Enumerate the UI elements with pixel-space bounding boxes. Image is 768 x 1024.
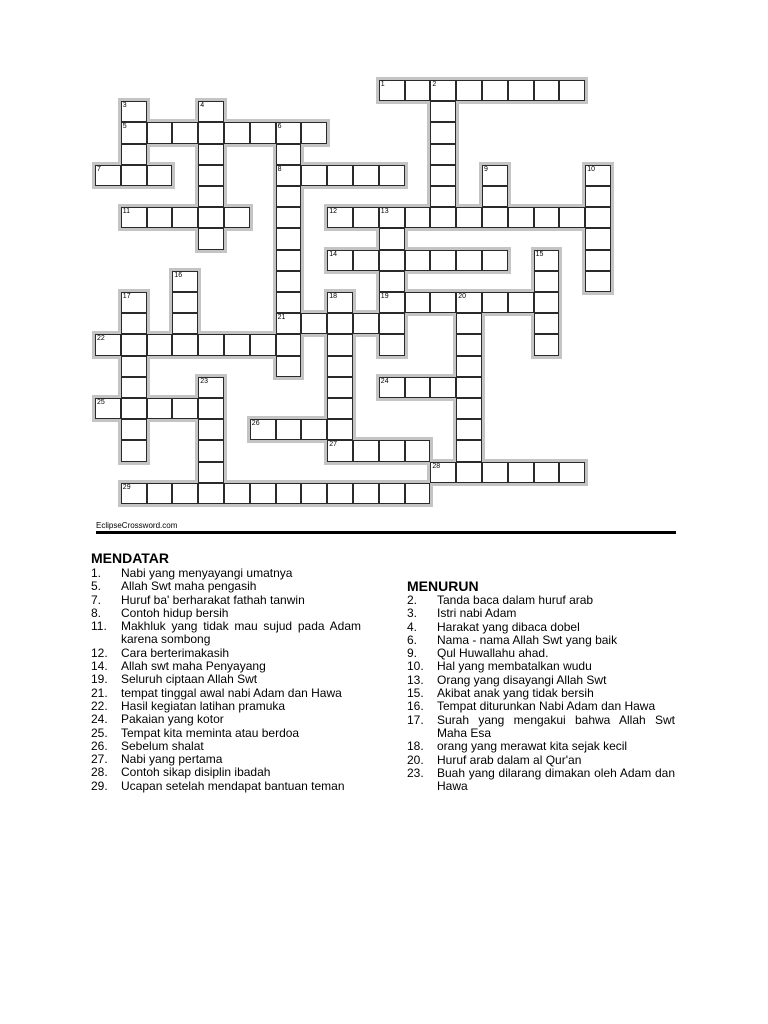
clue-number: 13. xyxy=(407,672,424,687)
clue-text: Ucapan setelah mendapat bantuan teman xyxy=(121,778,345,793)
grid-cell[interactable] xyxy=(379,313,405,334)
clue-number: 14. xyxy=(91,659,108,674)
clue-text: Makhluk yang tidak mau sujud pada Adam karena sombong xyxy=(121,619,361,647)
grid-cell[interactable] xyxy=(198,377,224,398)
across-clue xyxy=(91,700,361,713)
grid-cell[interactable] xyxy=(301,419,327,440)
grid-cell[interactable] xyxy=(250,483,276,504)
grid-cell[interactable] xyxy=(95,334,121,355)
clue-text: Nama - nama Allah Swt yang baik xyxy=(437,632,618,647)
clue-number-label: 17 xyxy=(122,293,131,300)
grid-cell[interactable] xyxy=(508,462,534,483)
clue-number-label: 4 xyxy=(200,102,205,110)
grid-cell[interactable] xyxy=(276,483,302,504)
grid-cell[interactable] xyxy=(198,101,224,122)
grid-cell[interactable] xyxy=(198,398,224,419)
grid-cell[interactable] xyxy=(456,377,482,398)
grid-cell[interactable] xyxy=(327,419,353,440)
clue-text: Nabi yang menyayangi umatnya xyxy=(121,566,293,580)
grid-cell[interactable] xyxy=(482,250,508,271)
grid-cell[interactable] xyxy=(379,165,405,186)
grid-cell[interactable] xyxy=(121,440,147,461)
grid-cell[interactable] xyxy=(559,207,585,228)
grid-cell[interactable] xyxy=(353,250,379,271)
grid-cell[interactable] xyxy=(327,207,353,228)
across-clue xyxy=(91,740,361,753)
grid-cell[interactable] xyxy=(430,122,456,143)
down-clue xyxy=(407,767,675,794)
grid-cell[interactable] xyxy=(379,440,405,461)
grid-cell[interactable] xyxy=(301,313,327,334)
grid-cell[interactable] xyxy=(456,356,482,377)
grid-cell[interactable] xyxy=(276,228,302,249)
grid-cell[interactable] xyxy=(456,334,482,355)
grid-cell[interactable] xyxy=(405,250,431,271)
grid-cell[interactable] xyxy=(121,313,147,334)
grid-cell[interactable] xyxy=(276,186,302,207)
grid-cell[interactable] xyxy=(198,440,224,461)
grid-cell[interactable] xyxy=(276,356,302,377)
clue-number: 10. xyxy=(407,659,424,674)
grid-cell[interactable] xyxy=(121,398,147,419)
grid-cell[interactable] xyxy=(508,292,534,313)
grid-cell[interactable] xyxy=(172,334,198,355)
grid-cell[interactable] xyxy=(172,207,198,228)
grid-cell[interactable] xyxy=(276,292,302,313)
across-clue-list xyxy=(91,567,361,793)
grid-cell[interactable] xyxy=(430,377,456,398)
grid-cell[interactable] xyxy=(95,165,121,186)
grid-cell[interactable] xyxy=(353,165,379,186)
grid-cell[interactable] xyxy=(327,292,353,313)
clue-text: Akibat anak yang tidak bersih xyxy=(437,686,594,701)
grid-cell[interactable] xyxy=(121,207,147,228)
grid-cell[interactable] xyxy=(430,80,456,101)
clue-number-label: 22 xyxy=(97,335,105,343)
grid-cell[interactable] xyxy=(379,207,405,228)
grid-cell[interactable] xyxy=(250,419,276,440)
grid-cell[interactable] xyxy=(379,228,405,249)
across-clue xyxy=(91,607,361,620)
grid-cell[interactable] xyxy=(456,313,482,334)
grid-cell[interactable] xyxy=(147,334,173,355)
grid-cell[interactable] xyxy=(327,377,353,398)
clue-text: Pakaian yang kotor xyxy=(121,712,224,727)
grid-cell[interactable] xyxy=(456,80,482,101)
grid-cell[interactable] xyxy=(482,186,508,207)
grid-cell[interactable] xyxy=(147,483,173,504)
grid-cell[interactable] xyxy=(301,483,327,504)
clue-text: Nabi yang pertama xyxy=(121,752,223,767)
across-clue xyxy=(91,660,361,673)
grid-cell[interactable] xyxy=(430,250,456,271)
clue-number: 15. xyxy=(407,686,424,701)
grid-cell[interactable] xyxy=(430,186,456,207)
down-clue xyxy=(407,674,675,687)
grid-cell[interactable] xyxy=(198,165,224,186)
grid-cell[interactable] xyxy=(276,313,302,334)
clue-number: 1. xyxy=(91,566,102,580)
grid-cell[interactable] xyxy=(534,271,560,292)
grid-cell[interactable] xyxy=(482,80,508,101)
grid-cell[interactable] xyxy=(147,398,173,419)
down-clue xyxy=(407,660,675,673)
clue-number-label: 19 xyxy=(380,293,389,300)
clue-number: 22. xyxy=(91,698,108,713)
grid-cell[interactable] xyxy=(456,419,482,440)
clue-number: 26. xyxy=(91,738,108,753)
clue-number: 12. xyxy=(91,645,108,660)
clue-number-label: 5 xyxy=(122,123,127,131)
grid-cell[interactable] xyxy=(121,483,147,504)
grid-cell[interactable] xyxy=(430,207,456,228)
down-clue xyxy=(407,594,675,607)
clue-number: 29. xyxy=(91,778,108,793)
down-clue xyxy=(407,634,675,647)
clue-number: 23. xyxy=(407,765,424,780)
grid-cell[interactable] xyxy=(198,462,224,483)
grid-cell[interactable] xyxy=(121,334,147,355)
across-clue xyxy=(91,647,361,660)
clue-text: orang yang merawat kita sejak kecil xyxy=(437,739,628,754)
grid-cell[interactable] xyxy=(534,313,560,334)
grid-cell[interactable] xyxy=(276,419,302,440)
grid-cell[interactable] xyxy=(301,165,327,186)
grid-cell[interactable] xyxy=(121,122,147,143)
clue-text: Huruf arab dalam al Qur'an xyxy=(437,752,582,767)
grid-cell[interactable] xyxy=(276,144,302,165)
grid-cell[interactable] xyxy=(198,228,224,249)
clue-text: Allah swt maha Penyayang xyxy=(121,659,266,674)
down-clue xyxy=(407,687,675,700)
grid-cell[interactable] xyxy=(121,356,147,377)
clue-number-label: 27 xyxy=(329,441,337,449)
clue-text: Hasil kegiatan latihan pramuka xyxy=(121,698,286,713)
across-clue xyxy=(91,727,361,740)
grid-cell[interactable] xyxy=(147,122,173,143)
grid-cell[interactable] xyxy=(224,483,250,504)
clue-number-label: 13 xyxy=(380,208,389,216)
grid-cell[interactable] xyxy=(482,292,508,313)
clue-text: Cara berterimakasih xyxy=(121,645,230,660)
clue-number: 6. xyxy=(407,632,418,647)
grid-cell[interactable] xyxy=(534,207,560,228)
clue-number: 3. xyxy=(407,606,418,621)
grid-cell[interactable] xyxy=(585,186,611,207)
down-clue xyxy=(407,754,675,767)
clue-text: Surah yang mengakui bahwa Allah Swt Maha Esa xyxy=(437,712,675,740)
across-clue xyxy=(91,753,361,766)
grid-cell[interactable] xyxy=(456,250,482,271)
grid-cell[interactable] xyxy=(430,462,456,483)
across-clue xyxy=(91,687,361,700)
clue-number: 2. xyxy=(407,593,418,607)
clue-text: Seluruh ciptaan Allah Swt xyxy=(121,672,258,687)
clue-text: Hal yang membatalkan wudu xyxy=(437,659,592,674)
grid-cell[interactable] xyxy=(250,122,276,143)
grid-cell[interactable] xyxy=(172,483,198,504)
grid-cell[interactable] xyxy=(121,101,147,122)
clue-text: Tanda baca dalam huruf arab xyxy=(437,593,594,607)
across-title: MENDATAR xyxy=(91,550,170,566)
grid-cell[interactable] xyxy=(327,334,353,355)
across-clue xyxy=(91,567,361,580)
clue-number-label: 20 xyxy=(458,293,466,300)
grid-cell[interactable] xyxy=(585,250,611,271)
grid-cell[interactable] xyxy=(224,334,250,355)
grid-cell[interactable] xyxy=(585,165,611,186)
clue-number: 27. xyxy=(91,752,108,767)
grid-cell[interactable] xyxy=(405,292,431,313)
grid-cell[interactable] xyxy=(147,165,173,186)
clue-number-label: 2 xyxy=(432,81,437,88)
grid-cell[interactable] xyxy=(121,419,147,440)
down-clue xyxy=(407,740,675,753)
grid-cell[interactable] xyxy=(585,228,611,249)
grid-cell[interactable] xyxy=(276,250,302,271)
clue-number: 7. xyxy=(91,592,102,607)
clue-number: 20. xyxy=(407,752,424,767)
grid-cell[interactable] xyxy=(456,440,482,461)
clue-number-label: 25 xyxy=(97,399,105,406)
clue-number-label: 14 xyxy=(329,250,337,258)
grid-cell[interactable] xyxy=(121,144,147,165)
clue-number-label: 29 xyxy=(122,483,131,491)
clue-number-label: 9 xyxy=(484,165,488,173)
grid-cell[interactable] xyxy=(379,377,405,398)
clue-text: tempat tinggal awal nabi Adam dan Hawa xyxy=(121,685,342,700)
down-clue xyxy=(407,621,675,634)
grid-cell[interactable] xyxy=(327,440,353,461)
grid-cell[interactable] xyxy=(379,483,405,504)
grid-cell[interactable] xyxy=(430,292,456,313)
clue-number: 24. xyxy=(91,712,108,727)
clue-number-label: 16 xyxy=(174,271,183,279)
grid-cell[interactable] xyxy=(172,313,198,334)
clue-text: Tempat diturunkan Nabi Adam dan Hawa xyxy=(437,699,656,714)
grid-cell[interactable] xyxy=(327,313,353,334)
grid-cell[interactable] xyxy=(172,398,198,419)
grid-cell[interactable] xyxy=(301,122,327,143)
grid-cell[interactable] xyxy=(379,250,405,271)
grid-cell[interactable] xyxy=(276,165,302,186)
clue-number-label: 11 xyxy=(122,208,131,216)
grid-cell[interactable] xyxy=(379,334,405,355)
grid-cell[interactable] xyxy=(405,377,431,398)
across-clue xyxy=(91,580,361,593)
clue-number-label: 21 xyxy=(277,314,286,322)
grid-cell[interactable] xyxy=(405,483,431,504)
across-clue xyxy=(91,713,361,726)
clue-number: 16. xyxy=(407,699,424,714)
grid-cell[interactable] xyxy=(327,356,353,377)
clue-number: 9. xyxy=(407,646,418,661)
grid-cell[interactable] xyxy=(198,483,224,504)
clue-number-label: 23 xyxy=(200,377,208,385)
clue-number: 11. xyxy=(91,619,107,634)
grid-cell[interactable] xyxy=(327,483,353,504)
grid-cell[interactable] xyxy=(327,398,353,419)
grid-cell[interactable] xyxy=(121,165,147,186)
clue-number-label: 7 xyxy=(97,165,101,173)
down-clue xyxy=(407,647,675,660)
clue-number: 4. xyxy=(407,619,418,634)
grid-cell[interactable] xyxy=(121,292,147,313)
grid-cell[interactable] xyxy=(508,207,534,228)
grid-cell[interactable] xyxy=(276,207,302,228)
grid-cell[interactable] xyxy=(198,144,224,165)
grid-cell[interactable] xyxy=(353,313,379,334)
grid-cell[interactable] xyxy=(276,271,302,292)
across-clue xyxy=(91,780,361,793)
grid-cell[interactable] xyxy=(585,271,611,292)
clue-number: 18. xyxy=(407,739,424,754)
clue-number-label: 12 xyxy=(329,208,337,216)
credit-text: EclipseCrossword.com xyxy=(96,521,178,530)
across-clue xyxy=(91,594,361,607)
grid-cell[interactable] xyxy=(172,122,198,143)
grid-cell[interactable] xyxy=(482,462,508,483)
grid-cell[interactable] xyxy=(405,440,431,461)
clue-number: 21. xyxy=(91,685,108,700)
clue-number-label: 15 xyxy=(535,250,544,258)
grid-cell[interactable] xyxy=(198,122,224,143)
grid-cell[interactable] xyxy=(508,80,534,101)
grid-cell[interactable] xyxy=(198,186,224,207)
clue-number-label: 8 xyxy=(277,165,282,173)
clue-number-label: 1 xyxy=(380,81,385,88)
clue-text: Huruf ba' berharakat fathah tanwin xyxy=(121,592,305,607)
grid-cell[interactable] xyxy=(430,101,456,122)
grid-cell[interactable] xyxy=(482,207,508,228)
grid-cell[interactable] xyxy=(456,207,482,228)
clue-number-label: 24 xyxy=(380,377,389,385)
clue-number: 28. xyxy=(91,765,108,780)
clue-text: Istri nabi Adam xyxy=(437,606,517,621)
down-clue xyxy=(407,607,675,620)
grid-cell[interactable] xyxy=(224,122,250,143)
clue-number-label: 10 xyxy=(587,165,595,173)
grid-cell[interactable] xyxy=(250,334,276,355)
down-title: MENURUN xyxy=(407,578,479,594)
clue-text: Allah Swt maha pengasih xyxy=(121,579,257,594)
clue-number-label: 28 xyxy=(432,462,441,470)
grid-cell[interactable] xyxy=(559,80,585,101)
grid-cell[interactable] xyxy=(534,292,560,313)
grid-cell[interactable] xyxy=(456,398,482,419)
across-clue xyxy=(91,620,361,647)
clue-number: 17. xyxy=(407,712,424,727)
grid-cell[interactable] xyxy=(379,292,405,313)
grid-cell[interactable] xyxy=(405,207,431,228)
divider-line xyxy=(96,531,676,534)
grid-cell[interactable] xyxy=(353,483,379,504)
grid-cell[interactable] xyxy=(456,462,482,483)
clue-text: Buah yang dilarang dimakan oleh Adam dan Hawa xyxy=(437,765,675,794)
clue-number: 5. xyxy=(91,579,102,594)
grid-cell[interactable] xyxy=(430,144,456,165)
clue-text: Qul Huwallahu ahad. xyxy=(437,646,549,661)
grid-cell[interactable] xyxy=(379,271,405,292)
clue-text: Tempat kita meminta atau berdoa xyxy=(121,725,300,740)
clue-number: 25. xyxy=(91,725,108,740)
clue-number-label: 18 xyxy=(329,293,337,300)
grid-cell[interactable] xyxy=(379,80,405,101)
grid-cell[interactable] xyxy=(95,398,121,419)
across-clue xyxy=(91,673,361,686)
down-clue xyxy=(407,714,675,741)
clue-number-label: 6 xyxy=(277,123,282,131)
grid-cell[interactable] xyxy=(276,122,302,143)
grid-cell[interactable] xyxy=(534,250,560,271)
clue-text: Orang yang disayangi Allah Swt xyxy=(437,672,607,687)
grid-cell[interactable] xyxy=(534,80,560,101)
grid-cell[interactable] xyxy=(172,292,198,313)
grid-cell[interactable] xyxy=(198,419,224,440)
clue-number: 19. xyxy=(91,672,108,687)
grid-cell[interactable] xyxy=(534,334,560,355)
clue-text: Contoh sikap disiplin ibadah xyxy=(121,765,271,780)
grid-cell[interactable] xyxy=(327,250,353,271)
clue-number-label: 3 xyxy=(122,102,127,110)
clue-text: Contoh hidup bersih xyxy=(121,605,229,620)
grid-cell[interactable] xyxy=(198,334,224,355)
grid-cell[interactable] xyxy=(353,207,379,228)
grid-cell[interactable] xyxy=(198,207,224,228)
grid-cell[interactable] xyxy=(147,207,173,228)
clue-number: 8. xyxy=(91,605,102,620)
grid-cell[interactable] xyxy=(405,80,431,101)
grid-cell[interactable] xyxy=(327,165,353,186)
grid-cell[interactable] xyxy=(430,165,456,186)
grid-cell[interactable] xyxy=(172,271,198,292)
grid-cell[interactable] xyxy=(534,462,560,483)
grid-cell[interactable] xyxy=(559,462,585,483)
grid-cell[interactable] xyxy=(121,377,147,398)
clue-text: Sebelum shalat xyxy=(121,738,204,753)
down-clue xyxy=(407,700,675,713)
clue-number-label: 26 xyxy=(251,420,260,428)
grid-cell[interactable] xyxy=(585,207,611,228)
grid-cell[interactable] xyxy=(276,334,302,355)
grid-cell[interactable] xyxy=(224,207,250,228)
clue-text: Harakat yang dibaca dobel xyxy=(437,619,580,634)
grid-cell[interactable] xyxy=(353,440,379,461)
grid-cell[interactable] xyxy=(482,165,508,186)
across-clue xyxy=(91,766,361,779)
grid-cell[interactable] xyxy=(456,292,482,313)
down-clue-list xyxy=(407,594,675,793)
